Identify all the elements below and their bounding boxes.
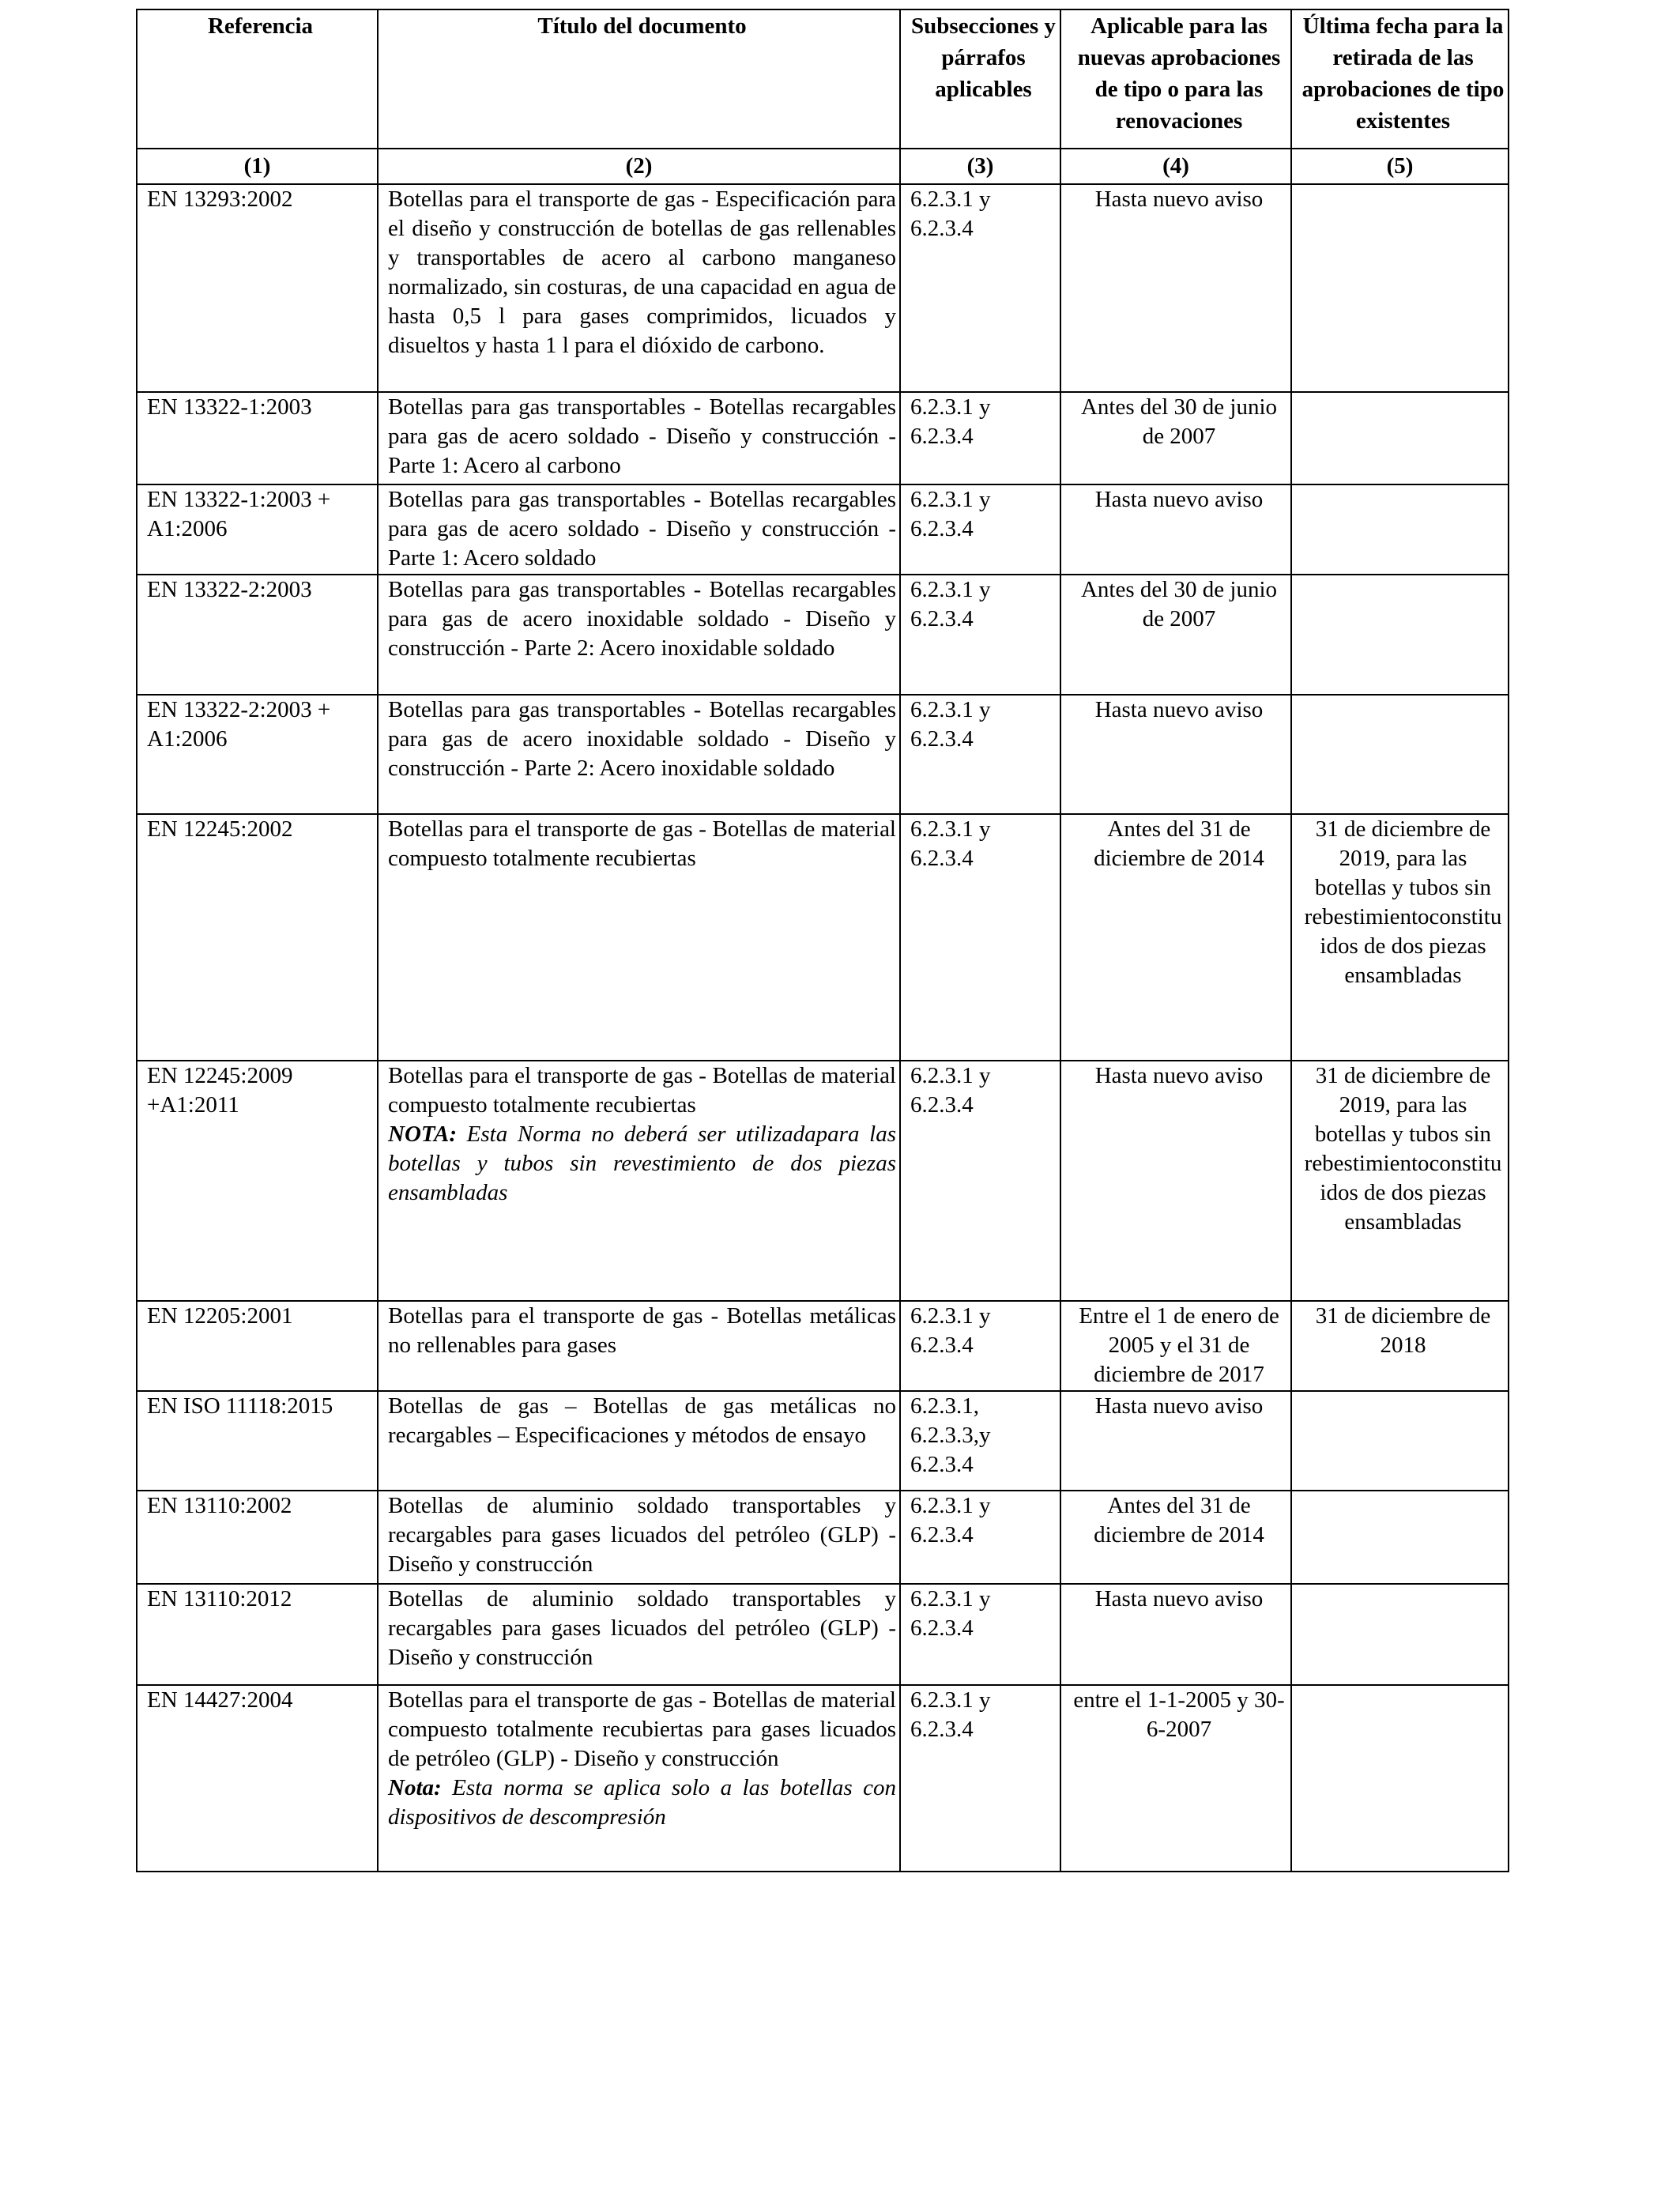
- cell-reference: EN 13322-1:2003: [137, 392, 378, 484]
- table-row: [137, 184, 1509, 392]
- cell-applicable: Hasta nuevo aviso: [1060, 695, 1291, 814]
- cell-withdrawal: [1291, 1391, 1509, 1491]
- cell-title: Botellas para gas transportables - Botellas recargables para gas de acero soldado - Diseño y construcción - Parte 1: Acero al carbono: [378, 392, 900, 484]
- cell-applicable: Antes del 31 de diciembre de 2014: [1060, 814, 1291, 1061]
- cell-title: Botellas de gas – Botellas de gas metálicas no recargables – Especificaciones y métodos de ensayo: [378, 1391, 900, 1491]
- note-label: Nota:: [388, 1775, 442, 1800]
- cell-title: Botellas para gas transportables - Botellas recargables para gas de acero inoxidable soldado - Diseño y construcción - Parte 2: Acero inoxidable soldado: [378, 575, 900, 695]
- cell-applicable: Hasta nuevo aviso: [1060, 1584, 1291, 1685]
- cell-title: Botellas para el transporte de gas - Botellas de material compuesto totalmente recubiertas: [378, 814, 900, 1061]
- standards-table: [136, 9, 1509, 1872]
- note-text: Esta Norma no deberá ser utilizadapara las botellas y tubos sin revestimiento de dos piezas ensambladas: [388, 1122, 896, 1205]
- cell-reference: EN 13110:2012: [137, 1584, 378, 1685]
- cell-subsections: 6.2.3.1 y 6.2.3.4: [900, 814, 1060, 1061]
- cell-withdrawal: 31 de diciembre de 2018: [1291, 1301, 1509, 1391]
- cell-withdrawal: [1291, 184, 1509, 392]
- table-row: [137, 575, 1509, 695]
- title-text: Botellas para el transporte de gas - Botellas de material compuesto totalmente recubiertas para gases licuados de petróleo (GLP) - Diseño y construcción: [388, 1687, 896, 1771]
- cell-reference: EN 12245:2002: [137, 814, 378, 1061]
- cell-subsections: 6.2.3.1 y 6.2.3.4: [900, 1491, 1060, 1584]
- header-title: Título del documento: [378, 9, 900, 149]
- table-row: [137, 1391, 1509, 1491]
- cell-subsections: 6.2.3.1 y 6.2.3.4: [900, 1301, 1060, 1391]
- header-row: [137, 9, 1509, 149]
- note-label: NOTA:: [388, 1122, 457, 1147]
- column-number: (3): [900, 149, 1060, 184]
- column-number: (5): [1291, 149, 1509, 184]
- header-reference: Referencia: [137, 9, 378, 149]
- cell-subsections: 6.2.3.1 y 6.2.3.4: [900, 484, 1060, 575]
- cell-subsections: 6.2.3.1 y 6.2.3.4: [900, 184, 1060, 392]
- title-text: Botellas para el transporte de gas - Botellas de material compuesto totalmente recubiertas: [388, 1063, 896, 1118]
- header-subsections: Subsecciones y párrafos aplicables: [900, 9, 1060, 149]
- cell-withdrawal: [1291, 1584, 1509, 1685]
- cell-reference: EN ISO 11118:2015: [137, 1391, 378, 1491]
- cell-reference: EN 13322-1:2003 + A1:2006: [137, 484, 378, 575]
- cell-reference: EN 13110:2002: [137, 1491, 378, 1584]
- cell-subsections: 6.2.3.1 y 6.2.3.4: [900, 575, 1060, 695]
- column-number: (4): [1060, 149, 1291, 184]
- cell-subsections: 6.2.3.1 y 6.2.3.4: [900, 1584, 1060, 1685]
- cell-applicable: Antes del 30 de junio de 2007: [1060, 392, 1291, 484]
- cell-title: Botellas de aluminio soldado transportables y recargables para gases licuados del petróleo (GLP) - Diseño y construcción: [378, 1491, 900, 1584]
- table-row: [137, 814, 1509, 1061]
- table-row: [137, 1584, 1509, 1685]
- column-number: (1): [137, 149, 378, 184]
- cell-withdrawal: [1291, 1491, 1509, 1584]
- column-number-row: [137, 149, 1509, 184]
- cell-reference: EN 12205:2001: [137, 1301, 378, 1391]
- cell-applicable: Entre el 1 de enero de 2005 y el 31 de diciembre de 2017: [1060, 1301, 1291, 1391]
- cell-title: [378, 1685, 900, 1872]
- cell-reference: EN 13322-2:2003: [137, 575, 378, 695]
- cell-applicable: Hasta nuevo aviso: [1060, 1391, 1291, 1491]
- cell-applicable: entre el 1-1-2005 y 30-6-2007: [1060, 1685, 1291, 1872]
- table-row: [137, 1491, 1509, 1584]
- table-row: [137, 695, 1509, 814]
- cell-subsections: 6.2.3.1 y 6.2.3.4: [900, 1061, 1060, 1301]
- table-row: [137, 1301, 1509, 1391]
- cell-title: [378, 1061, 900, 1301]
- column-number: (2): [378, 149, 900, 184]
- cell-reference: EN 13322-2:2003 + A1:2006: [137, 695, 378, 814]
- header-withdrawal: Última fecha para la retirada de las aprobaciones de tipo existentes: [1291, 9, 1509, 149]
- cell-withdrawal: 31 de diciembre de 2019, para las botellas y tubos sin rebestimientoconstituidos de dos piezas ensambladas: [1291, 814, 1509, 1061]
- cell-title: Botellas para gas transportables - Botellas recargables para gas de acero soldado - Diseño y construcción - Parte 1: Acero soldado: [378, 484, 900, 575]
- cell-title: Botellas para el transporte de gas - Especificación para el diseño y construcción de botellas de gas rellenables y transportables de acero al carbono manganeso normalizado, sin costuras, de una capacidad en agua de hasta 0,5 l para gases comprimidos, licuados y disueltos y hasta 1 l para el dióxido de carbono.: [378, 184, 900, 392]
- table-row: [137, 484, 1509, 575]
- cell-title: Botellas de aluminio soldado transportables y recargables para gases licuados del petróleo (GLP) - Diseño y construcción: [378, 1584, 900, 1685]
- cell-subsections: 6.2.3.1 y 6.2.3.4: [900, 1685, 1060, 1872]
- table-row: [137, 1685, 1509, 1872]
- cell-applicable: Hasta nuevo aviso: [1060, 184, 1291, 392]
- cell-reference: EN 12245:2009 +A1:2011: [137, 1061, 378, 1301]
- cell-applicable: Hasta nuevo aviso: [1060, 1061, 1291, 1301]
- cell-subsections: 6.2.3.1, 6.2.3.3,y 6.2.3.4: [900, 1391, 1060, 1491]
- cell-applicable: Antes del 30 de junio de 2007: [1060, 575, 1291, 695]
- cell-reference: EN 14427:2004: [137, 1685, 378, 1872]
- cell-withdrawal: 31 de diciembre de 2019, para las botellas y tubos sin rebestimientoconstituidos de dos piezas ensambladas: [1291, 1061, 1509, 1301]
- cell-withdrawal: [1291, 1685, 1509, 1872]
- cell-title: Botellas para el transporte de gas - Botellas metálicas no rellenables para gases: [378, 1301, 900, 1391]
- cell-withdrawal: [1291, 392, 1509, 484]
- cell-applicable: Antes del 31 de diciembre de 2014: [1060, 1491, 1291, 1584]
- note-text: Esta norma se aplica solo a las botellas con dispositivos de descompresión: [388, 1775, 896, 1830]
- cell-withdrawal: [1291, 484, 1509, 575]
- cell-subsections: 6.2.3.1 y 6.2.3.4: [900, 392, 1060, 484]
- table-row: [137, 1061, 1509, 1301]
- cell-subsections: 6.2.3.1 y 6.2.3.4: [900, 695, 1060, 814]
- cell-applicable: Hasta nuevo aviso: [1060, 484, 1291, 575]
- table-row: [137, 392, 1509, 484]
- cell-withdrawal: [1291, 695, 1509, 814]
- cell-title: Botellas para gas transportables - Botellas recargables para gas de acero inoxidable soldado - Diseño y construcción - Parte 2: Acero inoxidable soldado: [378, 695, 900, 814]
- header-applicable: Aplicable para las nuevas aprobaciones de tipo o para las renovaciones: [1060, 9, 1291, 149]
- cell-reference: EN 13293:2002: [137, 184, 378, 392]
- cell-withdrawal: [1291, 575, 1509, 695]
